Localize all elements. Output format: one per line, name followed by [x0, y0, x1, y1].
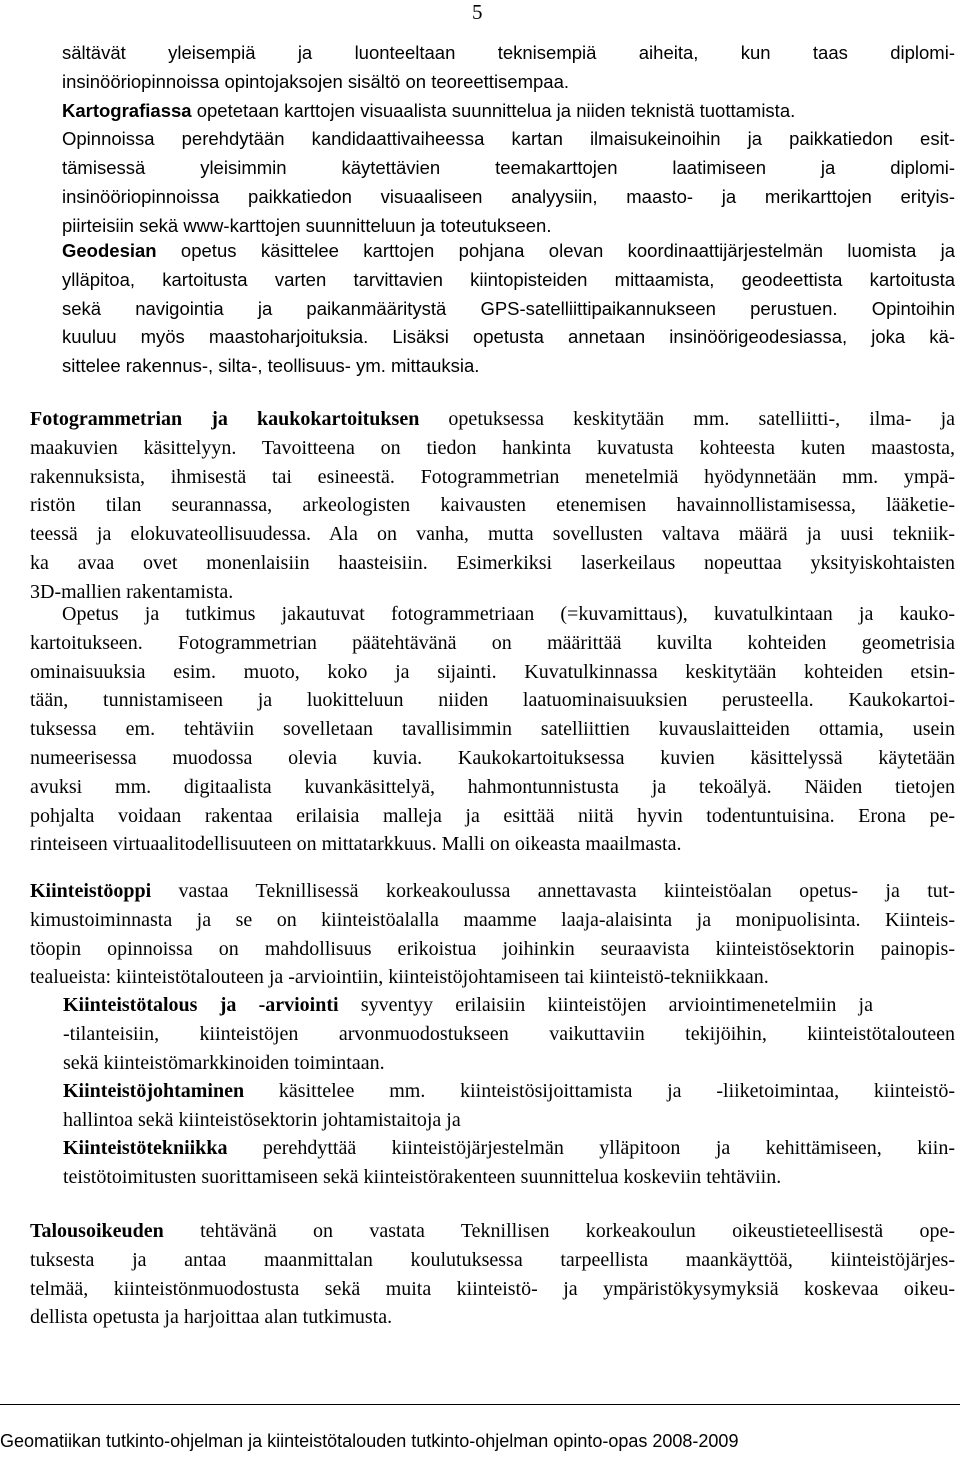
text-line: kimustoiminnasta ja se on kiinteistöalalla maamme laaja-alaisinta ja monipuolisinta. Kiinteis- — [30, 908, 955, 931]
text-line: kuuluu myös maastoharjoituksia. Lisäksi opetusta annetaan insinöörigeodesiassa, joka kä- — [62, 326, 955, 348]
term-re-technology: Kiinteistötekniikka — [63, 1137, 228, 1159]
text-line: rinteiseen virtuaalitodellisuuteen on mittatarkkuus. Malli on oikeasta maailmasta. — [30, 833, 682, 856]
text-line: tämisessä yleisimmin käytettävien teemakarttojen laatimiseen ja diplomi- — [62, 157, 955, 179]
text-line: Talousoikeuden tehtävänä on vastata Teknillisen korkeakoulun oikeustieteellisestä ope- — [30, 1220, 955, 1242]
text-line: Kiinteistöjohtaminen käsittelee mm. kiinteistösijoittamista ja -liiketoimintaa, kiinteistö- — [63, 1080, 955, 1102]
text-line: Opetus ja tutkimus jakautuvat fotogrammetriaan (=kuvamittaus), kuvatulkintaan ja kauko- — [62, 603, 955, 625]
paragraph-property-law — [30, 1217, 955, 1332]
text-line: ylläpitoa, kartoitusta varten tarvittavien kiintopisteiden mittaamista, geodeettista kartoitusta — [62, 268, 955, 290]
text-line: sekä kiinteistömarkkinoiden toimintaan. — [63, 1051, 385, 1074]
text-line: Opinnoissa perehdytään kandidaattivaiheessa kartan ilmaisukeinoihin ja paikkatiedon esit- — [62, 128, 955, 150]
text-line: avuksi mm. digitaalista kuvankäsittelyä, hahmontunnistusta ja tekoälyä. Näiden tietojen — [30, 775, 955, 798]
paragraph-real-estate — [30, 877, 955, 992]
text-line: teistötoimitusten suorittamiseen sekä kiinteistörakenteen suunnittelua koskeviin tehtäviin. — [63, 1165, 782, 1188]
text-line: ristön tilan seurannassa, arkeologisten kaivausten etenemisen havainnollistamisessa, lääketie- — [30, 494, 955, 517]
text-line: ka avaa ovet monenlaisiin haasteisiin. Esimerkiksi laserkeilaus nopeuttaa yksityiskohtaisten — [30, 551, 955, 574]
page-number: 5 — [472, 0, 483, 24]
paragraph-photogrammetry — [30, 405, 955, 607]
text-line: teessä ja elokuvateollisuudessa. Ala on vanha, mutta sovellusten valtava määrä ja uusi tekniik- — [30, 523, 955, 546]
text-line: insinööriopinnoissa opintojaksojen sisältö on teoreettisempaa. — [62, 70, 570, 92]
text-line: sältävät yleisempiä ja luonteeltaan teknisempiä aiheita, kun taas diplomi- — [62, 42, 955, 63]
text-line: Geodesian opetus käsittelee karttojen pohjana olevan koordinaattijärjestelmän luomista ja — [62, 240, 955, 261]
paragraph-intro — [62, 39, 955, 97]
text-line: tealueista: kiinteistötalouteen ja -arviointiin, kiinteistöjohtamiseen tai kiinteistö-tekniikkaan. — [30, 966, 769, 989]
text-line: Kartografiassa opetetaan karttojen visuaalista suunnittelua ja niiden teknistä tuottamista. — [62, 99, 796, 121]
text-line: dellista opetusta ja harjoittaa alan tutkimusta. — [30, 1306, 393, 1329]
text-line: rakennuksista, ihmisestä tai esineestä. Fotogrammetrian menetelmiä hyödynnetään mm. ympä- — [30, 465, 955, 488]
text-line: -tilanteisiin, kiinteistöjen arvonmuodostukseen vaikuttaviin tekijöihin, kiinteistötalouteen — [63, 1022, 955, 1045]
text-line: Fotogrammetrian ja kaukokartoituksen opetuksessa keskitytään mm. satelliitti-, ilma- ja — [30, 408, 955, 430]
term-photogrammetry: Fotogrammetrian ja kaukokartoituksen — [30, 408, 420, 430]
text-line: maakuvien käsittelyyn. Tavoitteena on tiedon hankinta kuvatusta kohteesta kuten maastosta, — [30, 436, 955, 459]
paragraph-re-technology — [63, 1134, 955, 1192]
paragraph-teaching — [30, 600, 955, 859]
term-geodesy: Geodesian — [62, 240, 157, 261]
text-line: tuksesta ja antaa maanmittalan koulutuksessa tarpeellista maankäyttöä, kiinteistöjärjes- — [30, 1248, 955, 1271]
text-line: pohjalta voidaan rakentaa erilaisia malleja ja esittää niitä hyvin todentuntuisina. Erona pe- — [30, 804, 955, 827]
text-line: töopin opinnoissa on mahdollisuus erikoistua joihinkin seuraavista kiinteistösektorin painopis- — [30, 937, 955, 960]
paragraph-cartography — [62, 97, 955, 241]
text-line: Kiinteistöoppi vastaa Teknillisessä korkeakoulussa annettavasta kiinteistöalan opetus- ja tut- — [30, 880, 955, 902]
text-line: 3D-mallien rakentamista. — [30, 580, 234, 603]
paragraph-geodesy — [62, 237, 955, 381]
paragraph-re-management — [63, 1077, 955, 1135]
term-cartography: Kartografiassa — [62, 99, 192, 121]
text-line: piirteisiin sekä www-karttojen suunnitteluun ja toteutukseen. — [62, 214, 552, 236]
term-re-management: Kiinteistöjohtaminen — [63, 1080, 245, 1102]
text-line: sittelee rakennus-, silta-, teollisuus- ym. mittauksia. — [62, 355, 480, 377]
text-line: Kiinteistötalous ja -arviointi syventyy erilaisiin kiinteistöjen arviointimenetelmiin ja — [63, 994, 873, 1016]
page-footer: Geomatiikan tutkinto-ohjelman ja kiinteistötalouden tutkinto-ohjelman opinto-opas 2008-2009 — [0, 1431, 739, 1451]
text-line: tään, tunnistamiseen ja luokitteluun niiden laatuominaisuuksien perusteella. Kaukokartoi- — [30, 689, 955, 712]
term-property-law: Talousoikeuden — [30, 1220, 164, 1242]
text-line: Kiinteistötekniikka perehdyttää kiinteistöjärjestelmän ylläpitoon ja kehittämiseen, kiin- — [63, 1137, 955, 1159]
term-real-estate: Kiinteistöoppi — [30, 880, 152, 902]
text-line: hallintoa sekä kiinteistösektorin johtamistaitoja ja — [63, 1108, 461, 1131]
term-re-economics: Kiinteistötalous ja -arviointi — [63, 994, 339, 1016]
text-line: numeerisessa muodossa olevia kuvia. Kaukokartoituksessa kuvien käsittelyssä käytetään — [30, 746, 955, 769]
paragraph-re-economics — [63, 991, 955, 1077]
text-line: ominaisuuksia esim. muoto, koko ja sijainti. Kuvatulkinnassa keskitytään kohteiden etsin- — [30, 660, 955, 683]
text-line: tuksessa em. tehtäviin sovelletaan tavallisimmin satelliittien kuvauslaitteiden ottamia, usein — [30, 718, 955, 741]
text-line: telmää, kiinteistönmuodostusta sekä muita kiinteistö- ja ympäristökysymyksiä koskevaa oikeu- — [30, 1277, 955, 1300]
footer-divider — [0, 1404, 960, 1405]
text-line: kartoitukseen. Fotogrammetrian päätehtävänä on määrittää kuvilta kohteiden geometrisia — [30, 631, 955, 654]
text-line: sekä navigointia ja paikanmääritystä GPS-satelliittipaikannukseen perustuen. Opintoihin — [62, 297, 955, 319]
text-line: insinööriopinnoissa paikkatiedon visuaaliseen analyysiin, maasto- ja merikarttojen erityis- — [62, 185, 955, 207]
